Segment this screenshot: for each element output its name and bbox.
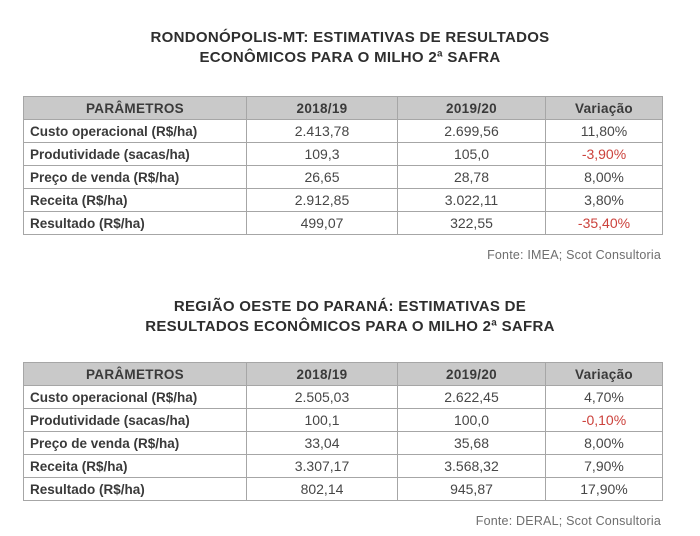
table-rondonopolis xyxy=(23,96,663,235)
column-header-2019-20: 2019/20 xyxy=(398,97,546,120)
row-label: Resultado (R$/ha) xyxy=(24,212,247,235)
column-header-2019-20: 2019/20 xyxy=(398,363,546,386)
table1-source: Fonte: IMEA; Scot Consultoria xyxy=(487,248,661,262)
cell-variation: 11,80% xyxy=(546,120,663,143)
cell-2018-19: 3.307,17 xyxy=(247,455,398,478)
cell-2018-19: 2.505,03 xyxy=(247,386,398,409)
cell-2019-20: 105,0 xyxy=(398,143,546,166)
table2-source: Fonte: DERAL; Scot Consultoria xyxy=(475,514,661,528)
row-label: Custo operacional (R$/ha) xyxy=(24,120,247,143)
column-header-variacao: Variação xyxy=(546,97,663,120)
column-header-parametros: PARÂMETROS xyxy=(24,97,247,120)
table-row xyxy=(24,478,663,501)
table-row xyxy=(24,166,663,189)
row-label: Preço de venda (R$/ha) xyxy=(24,166,247,189)
table-row xyxy=(24,409,663,432)
cell-variation: -3,90% xyxy=(546,143,663,166)
cell-2018-19: 33,04 xyxy=(247,432,398,455)
table-row xyxy=(24,432,663,455)
table-row xyxy=(24,189,663,212)
cell-2019-20: 945,87 xyxy=(398,478,546,501)
cell-variation: 8,00% xyxy=(546,166,663,189)
row-label: Receita (R$/ha) xyxy=(24,189,247,212)
cell-2019-20: 2.622,45 xyxy=(398,386,546,409)
cell-2019-20: 35,68 xyxy=(398,432,546,455)
cell-variation: 3,80% xyxy=(546,189,663,212)
row-label: Preço de venda (R$/ha) xyxy=(24,432,247,455)
table1-title xyxy=(0,28,700,68)
table1-title-line2: ECONÔMICOS PARA O MILHO 2ª SAFRA xyxy=(199,49,501,66)
table-row xyxy=(24,386,663,409)
cell-2019-20: 28,78 xyxy=(398,166,546,189)
table-row xyxy=(24,143,663,166)
column-header-parametros: PARÂMETROS xyxy=(24,363,247,386)
table-header-row xyxy=(24,363,663,386)
cell-2018-19: 100,1 xyxy=(247,409,398,432)
column-header-variacao: Variação xyxy=(546,363,663,386)
row-label: Produtividade (sacas/ha) xyxy=(24,409,247,432)
table2-title-line1: REGIÃO OESTE DO PARANÁ: ESTIMATIVAS DE xyxy=(173,298,527,315)
cell-2018-19: 109,3 xyxy=(247,143,398,166)
table1-title-line1: RONDONÓPOLIS-MT: ESTIMATIVAS DE RESULTADOS xyxy=(150,29,550,46)
cell-2018-19: 26,65 xyxy=(247,166,398,189)
column-header-2018-19: 2018/19 xyxy=(247,97,398,120)
table-row xyxy=(24,455,663,478)
cell-2019-20: 100,0 xyxy=(398,409,546,432)
table-row xyxy=(24,212,663,235)
table2-title-line2: RESULTADOS ECONÔMICOS PARA O MILHO 2ª SAFRA xyxy=(145,318,555,335)
row-label: Custo operacional (R$/ha) xyxy=(24,386,247,409)
cell-variation: -0,10% xyxy=(546,409,663,432)
cell-variation: 8,00% xyxy=(546,432,663,455)
table-header-row xyxy=(24,97,663,120)
cell-2019-20: 2.699,56 xyxy=(398,120,546,143)
cell-2019-20: 322,55 xyxy=(398,212,546,235)
cell-2018-19: 499,07 xyxy=(247,212,398,235)
cell-variation: 7,90% xyxy=(546,455,663,478)
cell-2018-19: 2.413,78 xyxy=(247,120,398,143)
column-header-2018-19: 2018/19 xyxy=(247,363,398,386)
cell-2019-20: 3.022,11 xyxy=(398,189,546,212)
cell-2018-19: 2.912,85 xyxy=(247,189,398,212)
table2-title xyxy=(0,297,700,337)
cell-2018-19: 802,14 xyxy=(247,478,398,501)
cell-variation: -35,40% xyxy=(546,212,663,235)
table-oeste-parana xyxy=(23,362,663,501)
row-label: Receita (R$/ha) xyxy=(24,455,247,478)
row-label: Produtividade (sacas/ha) xyxy=(24,143,247,166)
cell-2019-20: 3.568,32 xyxy=(398,455,546,478)
table-row xyxy=(24,120,663,143)
row-label: Resultado (R$/ha) xyxy=(24,478,247,501)
cell-variation: 17,90% xyxy=(546,478,663,501)
cell-variation: 4,70% xyxy=(546,386,663,409)
